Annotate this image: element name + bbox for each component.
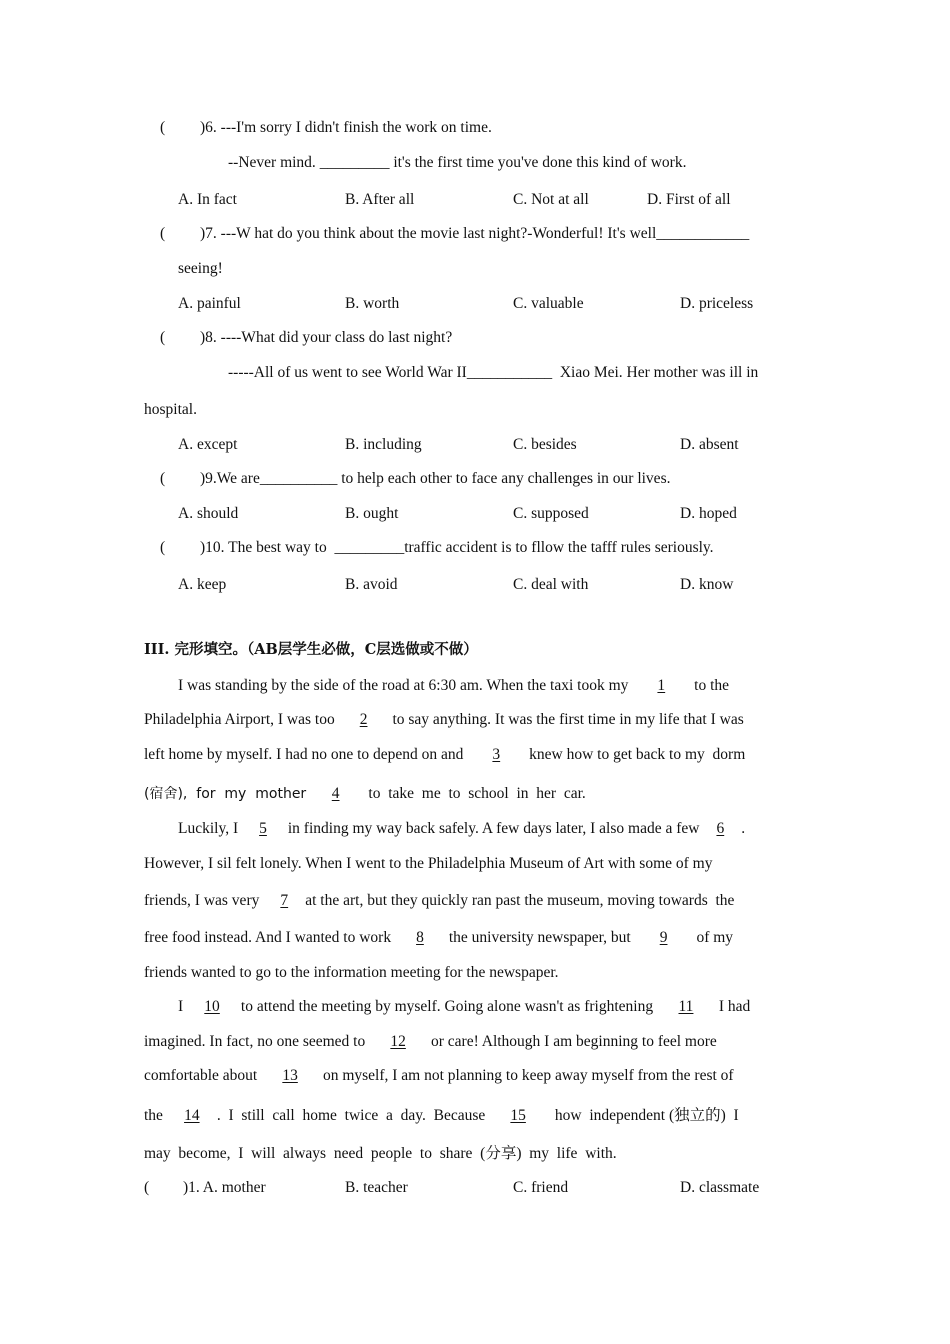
q10-stem: )10. The best way to _________traffic accident is to fllow the tafff rules seriously. (200, 539, 714, 556)
passage-text: (宿舍), for my mother (144, 786, 311, 802)
passage-text: to say anything. It was the first time in my life that I was (388, 711, 744, 728)
blank-6: 6 (716, 820, 725, 837)
passage-line (178, 997, 750, 1017)
q7-stem-cont: seeing! (178, 260, 223, 277)
cq1-option-d: D. classmate (680, 1179, 760, 1196)
passage-text: the (144, 1107, 167, 1124)
passage-text: friends, I was very (144, 892, 264, 909)
blank-9: 9 (659, 929, 668, 946)
q9-option-c: C. supposed (513, 505, 589, 522)
passage-line (144, 1066, 734, 1086)
q8-reply: -----All of us went to see World War II___________ Xiao Mei. Her mother was ill in (228, 364, 759, 381)
blank-4: 4 (331, 785, 340, 802)
passage-text: in finding my way back safely. A few days later, I also made a few (284, 820, 704, 837)
blank-3: 3 (492, 746, 501, 763)
blank-8: 8 (416, 929, 424, 946)
q8-option-d: D. absent (680, 436, 739, 453)
passage-text: or care! Although I am beginning to feel more (427, 1033, 717, 1050)
passage-line (144, 891, 734, 911)
q7-option-b: B. worth (345, 295, 400, 312)
q9-option-a: A. should (178, 505, 239, 522)
q6-stem: )6. ---I'm sorry I didn't finish the work on time. (200, 119, 492, 136)
passage-line (178, 819, 745, 839)
q6-option-a: A. In fact (178, 191, 237, 208)
section-heading: III. 完形填空。（AB层学生必做，C层选做或不做） (144, 641, 478, 658)
q7-stem: )7. ---W hat do you think about the movie last night?-Wonderful! It's well____________ (200, 225, 750, 242)
cq1-option-c: C. friend (513, 1179, 569, 1196)
q6-option-b: B. After all (345, 191, 415, 208)
q9-option-d: D. hoped (680, 505, 737, 522)
q8-paren: ( (160, 329, 166, 346)
passage-text: left home by myself. I had no one to depend on and (144, 746, 468, 763)
passage-text: free food instead. And I wanted to work (144, 929, 395, 946)
q10-option-a: A. keep (178, 576, 227, 593)
passage-line: However, I sil felt lonely. When I went to the Philadelphia Museum of Art with some of my (144, 855, 713, 872)
blank-11: 11 (678, 998, 694, 1015)
passage-text: I was standing by the side of the road at 6:30 am. When the taxi took my (178, 677, 633, 694)
passage-text: Philadelphia Airport, I was too (144, 711, 339, 728)
passage-line (144, 928, 733, 948)
q6-reply (228, 153, 686, 173)
q6-blank: _________ (319, 154, 390, 171)
q6-option-c: C. Not at all (513, 191, 589, 208)
passage-text: knew how to get back to my dorm (525, 746, 746, 763)
passage-text: comfortable about (144, 1067, 262, 1084)
q10-option-c: C. deal with (513, 576, 589, 593)
passage-text: Luckily, I (178, 820, 242, 837)
passage-text: of my (692, 929, 734, 946)
passage-line (144, 1032, 717, 1052)
blank-1: 1 (657, 677, 666, 694)
passage-text: I (178, 998, 188, 1015)
q8-option-c: C. besides (513, 436, 577, 453)
blank-12: 12 (390, 1033, 406, 1050)
q10-paren: ( (160, 539, 166, 556)
q6-reply-pre: --Never mind. (228, 154, 320, 171)
blank-2: 2 (359, 711, 368, 728)
q10-option-b: B. avoid (345, 576, 398, 593)
passage-line (144, 710, 744, 730)
blank-14: 14 (184, 1107, 200, 1124)
cq1-paren: ( (144, 1179, 150, 1196)
q8-reply-cont: hospital. (144, 401, 197, 418)
cq1-option-b: B. teacher (345, 1179, 408, 1196)
q10-option-d: D. know (680, 576, 734, 593)
q7-option-a: A. painful (178, 295, 241, 312)
passage-text: . (737, 820, 746, 837)
q9-paren: ( (160, 470, 166, 487)
passage-line: may become, I will always need people to share (分享) my life with. (144, 1145, 617, 1162)
q9-option-b: B. ought (345, 505, 399, 522)
passage-line (144, 1106, 739, 1126)
blank-15: 15 (510, 1107, 526, 1124)
q9-stem: )9.We are__________ to help each other to face any challenges in our lives. (200, 470, 671, 487)
passage-text: imagined. In fact, no one seemed to (144, 1033, 370, 1050)
passage-text: to the (690, 677, 730, 694)
q8-option-b: B. including (345, 436, 422, 453)
q7-option-d: D. priceless (680, 295, 754, 312)
blank-7: 7 (280, 892, 289, 909)
cq1-stem: )1. A. mother (183, 1179, 266, 1196)
passage-text: how independent (独立的) I (547, 1107, 739, 1124)
blank-10: 10 (204, 998, 220, 1015)
passage-line (178, 676, 729, 696)
passage-line (144, 745, 745, 765)
passage-line (144, 784, 586, 804)
q8-stem: )8. ----What did your class do last night? (200, 329, 453, 346)
passage-text: at the art, but they quickly ran past the museum, moving towards the (305, 892, 735, 909)
q8-option-a: A. except (178, 436, 238, 453)
blank-5: 5 (259, 820, 267, 837)
q7-option-c: C. valuable (513, 295, 584, 312)
passage-line: friends wanted to go to the information meeting for the newspaper. (144, 964, 559, 981)
q6-paren: ( (160, 119, 166, 136)
q6-option-d: D. First of all (647, 191, 731, 208)
q7-paren: ( (160, 225, 166, 242)
passage-text: to take me to school in her car. (360, 785, 586, 802)
passage-text: to attend the meeting by myself. Going alone wasn't as frightening (237, 998, 657, 1015)
blank-13: 13 (282, 1067, 298, 1084)
passage-text: the university newspaper, but (444, 929, 635, 946)
passage-text: . I still call home twice a day. Because (216, 1107, 490, 1124)
passage-text: I had (714, 998, 751, 1015)
passage-text: on myself, I am not planning to keep away myself from the rest of (319, 1067, 734, 1084)
q6-reply-post: it's the first time you've done this kind of work. (389, 154, 687, 171)
